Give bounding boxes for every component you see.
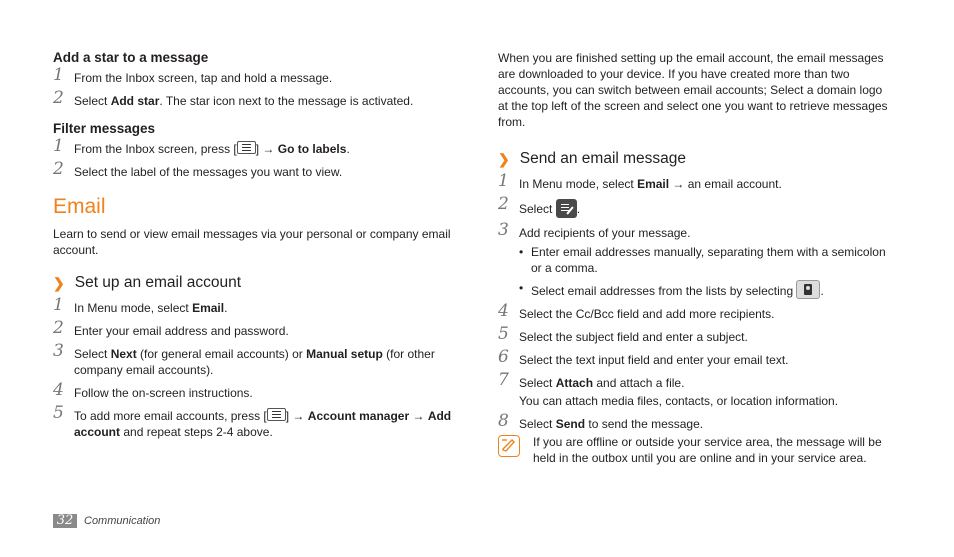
step-text: Select the subject field and enter a subject. — [519, 330, 748, 344]
page-number: 32 — [53, 514, 77, 528]
contacts-icon — [796, 280, 820, 299]
go-to-labels-option: Go to labels — [277, 142, 347, 156]
step-text: Select the Cc/Bcc field and add more recipients. — [519, 307, 775, 321]
step-number: 3 — [53, 341, 64, 361]
step-text: . — [576, 202, 581, 216]
step-text: → — [409, 409, 428, 423]
step-text: → an email account. — [669, 177, 782, 191]
step-text: Select — [519, 417, 556, 431]
step-number: 5 — [498, 324, 509, 344]
setup-step-5 — [53, 403, 453, 440]
next-option: Next — [110, 347, 137, 361]
attach-option: Attach — [555, 376, 594, 390]
chevron-right-icon: ❯ — [53, 274, 65, 291]
step-text: . — [346, 142, 350, 156]
step-text: From the Inbox screen, tap and hold a message. — [74, 71, 333, 85]
email-intro: Learn to send or view email messages via your personal or company email account. — [53, 227, 451, 257]
send-email-heading — [498, 150, 893, 168]
step-number: 4 — [53, 380, 64, 400]
email-option: Email — [637, 177, 670, 191]
note-icon — [498, 435, 520, 457]
step-text: Select — [74, 94, 111, 108]
heading-text: Send an email message — [519, 150, 687, 167]
step-text: Select the label of the messages you want to view. — [74, 165, 343, 179]
send-step-7 — [498, 370, 893, 409]
star-step-1 — [53, 65, 453, 86]
account-manager-option: Account manager — [307, 409, 410, 423]
step-text: (for other company email accounts). — [74, 347, 435, 377]
menu-key-icon — [267, 408, 286, 421]
add-star-option: Add star — [110, 94, 160, 108]
step-text: Select the text input field and enter your email text. — [519, 353, 789, 367]
filter-step-2 — [53, 159, 453, 180]
send-step-1 — [498, 171, 893, 192]
compose-icon — [556, 199, 577, 218]
send-option: Send — [555, 417, 586, 431]
setup-account-heading — [53, 274, 453, 292]
step-subtext: You can attach media files, contacts, or location information. — [519, 394, 839, 408]
step-text: Enter your email address and password. — [74, 324, 289, 338]
email-option: Email — [192, 301, 225, 315]
filter-step-1 — [53, 136, 453, 157]
email-section-title: Email — [53, 195, 106, 218]
right-column — [498, 50, 893, 466]
add-star-heading: Add a star to a message — [53, 50, 209, 65]
step-number: 7 — [498, 370, 509, 390]
heading-text: Set up an email account — [74, 274, 242, 291]
recipient-bullet-2 — [498, 280, 893, 299]
send-step-2 — [498, 194, 893, 218]
step-text: and attach a file. — [593, 376, 685, 390]
pencil-note-glyph — [499, 436, 518, 455]
setup-step-3 — [53, 341, 453, 378]
step-text: From the Inbox screen, press [ — [74, 142, 237, 156]
step-text: Select — [74, 347, 111, 361]
bullet-dot: • — [519, 281, 524, 295]
left-column — [53, 50, 453, 447]
step-text: . The star icon next to the message is activated. — [159, 94, 414, 108]
step-text: Select — [519, 202, 556, 216]
step-text: Follow the on-screen instructions. — [74, 386, 253, 400]
step-number: 2 — [53, 318, 64, 338]
step-text: ] → — [285, 409, 308, 423]
manual-setup-option: Manual setup — [306, 347, 383, 361]
account-finished-intro: When you are finished setting up the email account, the email messages are downloaded to your device. If you have created more than two accounts, you can switch between email accounts; Select a domain logo at the top left of the screen and select one you want to retrieve messages from. — [498, 51, 888, 129]
bullet-text: . — [820, 284, 824, 298]
step-number: 2 — [498, 194, 509, 214]
step-text: ] → — [255, 142, 278, 156]
step-number: 4 — [498, 301, 509, 321]
filter-messages-heading: Filter messages — [53, 121, 156, 136]
step-text: Add recipients of your message. — [519, 226, 691, 240]
step-text: . — [224, 301, 228, 315]
star-step-2 — [53, 88, 453, 109]
send-step-4 — [498, 301, 893, 322]
setup-step-1 — [53, 295, 453, 316]
step-number: 1 — [498, 171, 509, 191]
menu-key-icon — [237, 141, 256, 154]
offline-note — [498, 434, 893, 466]
chevron-right-icon: ❯ — [498, 150, 510, 167]
step-number: 2 — [53, 88, 64, 108]
bullet-dot: • — [519, 245, 524, 259]
step-number: 1 — [53, 65, 64, 85]
step-text: In Menu mode, select — [519, 177, 638, 191]
step-number: 6 — [498, 347, 509, 367]
setup-step-4 — [53, 380, 453, 401]
step-number: 8 — [498, 411, 509, 431]
step-number: 2 — [53, 159, 64, 179]
step-text: (for general email accounts) or — [136, 347, 307, 361]
step-number: 5 — [53, 403, 64, 423]
step-text: Select — [519, 376, 556, 390]
step-text: to send the message. — [585, 417, 704, 431]
bullet-text: Enter email addresses manually, separating them with a semicolon or a comma. — [531, 245, 886, 275]
send-step-3 — [498, 220, 893, 241]
send-step-6 — [498, 347, 893, 368]
step-number: 1 — [53, 295, 64, 315]
bullet-text: Select email addresses from the lists by selecting — [531, 284, 797, 298]
page-footer — [53, 514, 160, 528]
step-text: To add more email accounts, press [ — [74, 409, 267, 423]
add-account-option: Add account — [74, 409, 452, 439]
send-step-8 — [498, 411, 893, 432]
send-step-5 — [498, 324, 893, 345]
section-label: Communication — [84, 515, 161, 527]
step-number: 3 — [498, 220, 509, 240]
setup-step-2 — [53, 318, 453, 339]
step-text: In Menu mode, select — [74, 301, 193, 315]
step-text: and repeat steps 2-4 above. — [120, 425, 273, 439]
recipient-bullet-1 — [498, 244, 893, 276]
note-text: If you are offline or outside your service area, the message will be held in the outbox until you are online and in your service area. — [533, 435, 882, 465]
step-number: 1 — [53, 136, 64, 156]
